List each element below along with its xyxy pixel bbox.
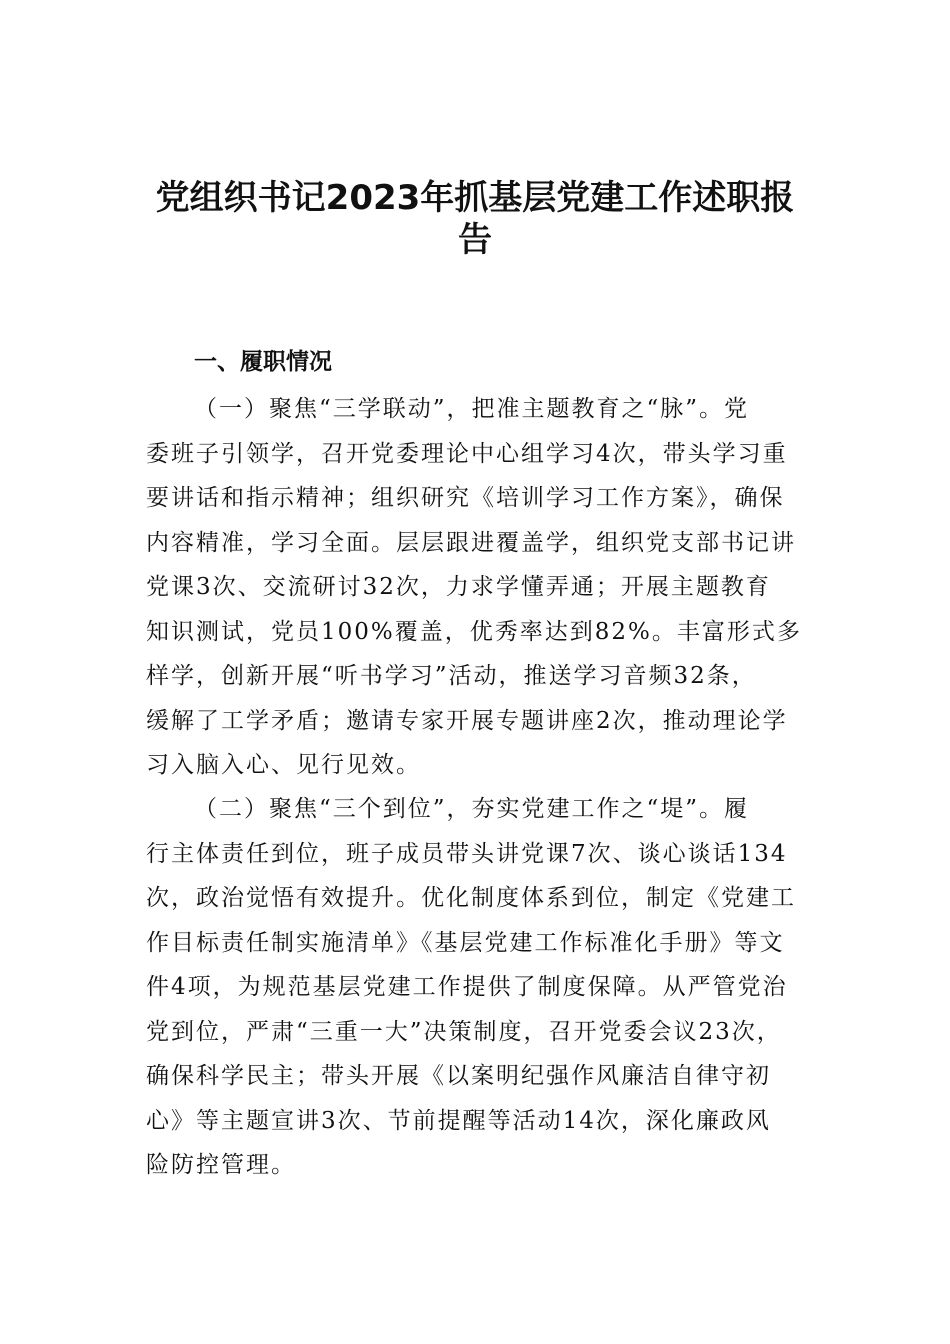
paragraph-line: 样学，创新开展“听书学习”活动，推送学习音频32条， <box>146 663 757 689</box>
paragraph-line: 知识测试，党员100%覆盖，优秀率达到82%。丰富形式多 <box>146 618 802 645</box>
section-heading: 一、履职情况 <box>194 349 332 375</box>
paragraph-line: 缓解了工学矛盾；邀请专家开展专题讲座2次，推动理论学 <box>146 707 788 734</box>
document-title-line-1: 党组织书记2023年抓基层党建工作述职报 <box>155 178 795 218</box>
paragraph-line: （二）聚焦“三个到位”，夯实党建工作之“堤”。履 <box>194 796 750 822</box>
paragraph-2 <box>146 787 810 1188</box>
paragraph-line: 心》等主题宣讲3次、节前提醒等活动14次，深化廉政风 <box>146 1107 771 1134</box>
paragraph-line: 要讲话和指示精神；组织研究《培训学习工作方案》，确保 <box>146 485 785 511</box>
paragraph-line: 件4项，为规范基层党建工作提供了制度保障。从严管党治 <box>146 974 788 1000</box>
paragraph-line: （一）聚焦“三学联动”，把准主题教育之“脉”。党 <box>194 396 750 422</box>
paragraph-line: 次，政治觉悟有效提升。优化制度体系到位，制定《党建工 <box>146 885 796 911</box>
paragraph-line: 习入脑入心、见行见效。 <box>146 752 421 778</box>
paragraph-line: 党课3次、交流研讨32次，力求学懂弄通；开展主题教育 <box>146 574 771 600</box>
paragraph-line: 委班子引领学，召开党委理论中心组学习4次，带头学习重 <box>146 440 788 467</box>
paragraph-1 <box>146 387 810 788</box>
document-title-line-2: 告 <box>458 220 492 260</box>
paragraph-line: 行主体责任到位，班子成员带头讲党课7次、谈心谈话134 <box>146 840 788 867</box>
paragraph-line: 确保科学民主；带头开展《以案明纪强作风廉洁自律守初 <box>146 1063 771 1089</box>
paragraph-line: 作目标责任制实施清单》《基层党建工作标准化手册》等文 <box>146 929 785 956</box>
paragraph-line: 党到位，严肃“三重一大”决策制度，召开党委会议23次， <box>146 1018 782 1045</box>
paragraph-line: 险防控管理。 <box>146 1152 296 1178</box>
paragraph-line: 内容精准，学习全面。层层跟进覆盖学，组织党支部书记讲 <box>146 529 796 556</box>
